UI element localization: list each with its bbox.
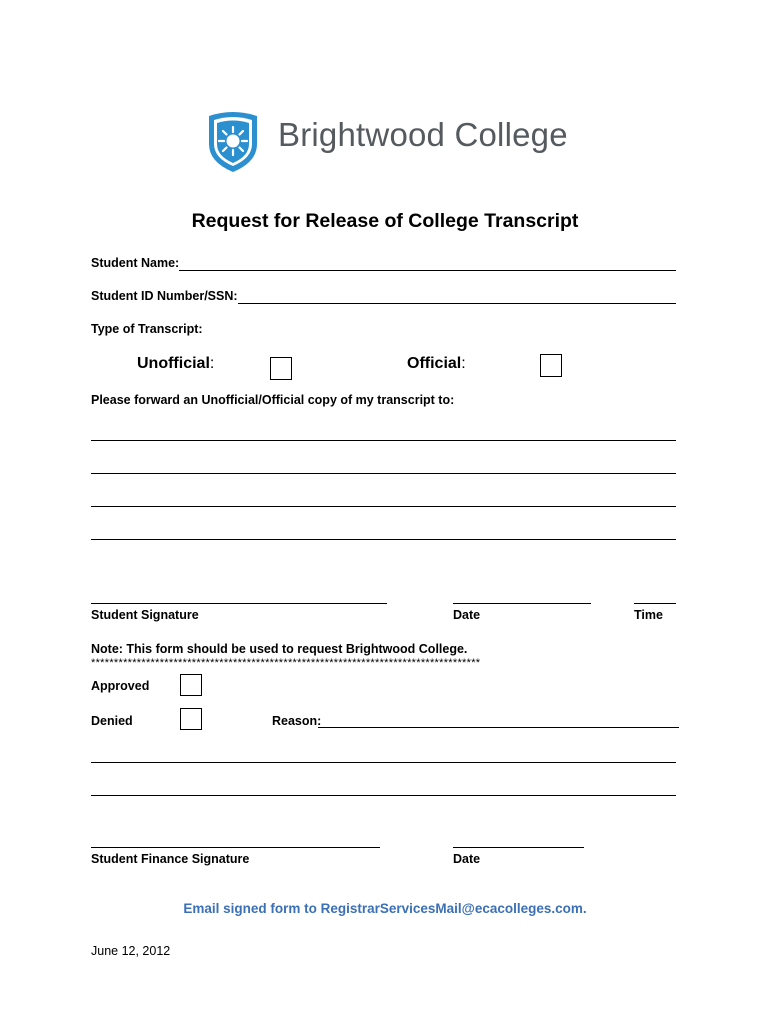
signature-time-label: Time [634, 608, 663, 622]
form-title: Request for Release of College Transcript [191, 210, 579, 232]
student-id-field[interactable] [238, 303, 676, 304]
finance-date-line[interactable] [453, 847, 584, 848]
logo-wordmark: Brightwood College [278, 116, 568, 153]
unofficial-checkbox[interactable] [270, 357, 292, 380]
student-name-label: Student Name: [91, 256, 180, 270]
approved-checkbox[interactable] [180, 674, 202, 696]
student-id-label: Student ID Number/SSN: [91, 289, 238, 303]
student-signature-line[interactable] [91, 603, 387, 604]
forward-address-prompt: Please forward an Unofficial/Official copy of my transcript to: [91, 393, 455, 407]
logo-shield-icon [205, 110, 261, 174]
signature-time-line[interactable] [634, 603, 676, 604]
signature-date-label: Date [453, 608, 481, 622]
student-name-field[interactable] [179, 270, 676, 271]
email-instruction: Email signed form to RegistrarServicesMail@ecacolleges.com. [183, 901, 587, 916]
form-note: Note: This form should be used to request Brightwood College. [91, 642, 468, 656]
reason-line-2[interactable] [91, 762, 676, 763]
footer-date: June 12, 2012 [91, 944, 171, 958]
address-line-4[interactable] [91, 539, 676, 540]
denied-label: Denied [91, 714, 133, 728]
finance-date-label: Date [453, 852, 481, 866]
unofficial-option-label: Unofficial: [137, 355, 215, 372]
separator-stars: ************************************************************************************* [91, 657, 481, 669]
address-line-2[interactable] [91, 473, 676, 474]
reason-label: Reason: [272, 714, 322, 728]
transcript-type-label: Type of Transcript: [91, 322, 203, 336]
address-line-1[interactable] [91, 440, 676, 441]
official-option-label: Official: [407, 355, 466, 372]
finance-signature-line[interactable] [91, 847, 380, 848]
student-signature-label: Student Signature [91, 608, 199, 622]
reason-field[interactable] [318, 727, 679, 728]
address-line-3[interactable] [91, 506, 676, 507]
signature-date-line[interactable] [453, 603, 591, 604]
approved-label: Approved [91, 679, 150, 693]
reason-line-3[interactable] [91, 795, 676, 796]
official-checkbox[interactable] [540, 354, 562, 377]
finance-signature-label: Student Finance Signature [91, 852, 250, 866]
denied-checkbox[interactable] [180, 708, 202, 730]
